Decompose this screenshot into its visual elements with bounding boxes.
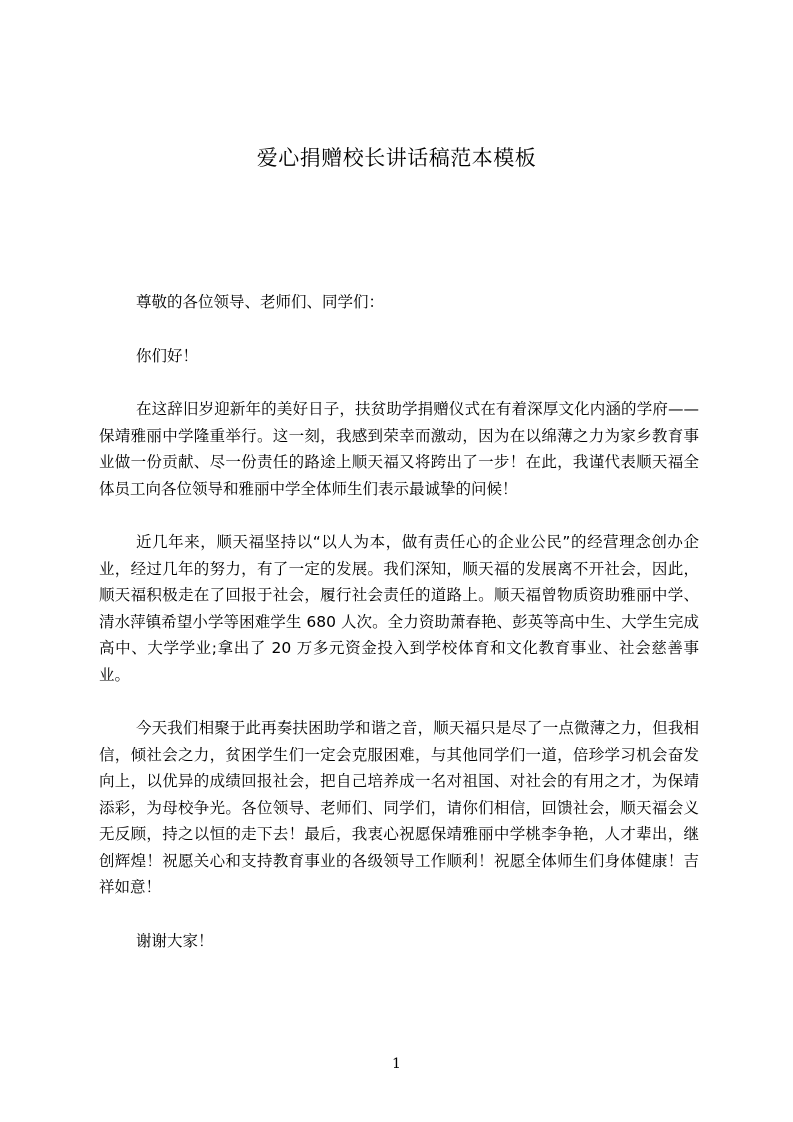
greeting: 你们好！ [136, 346, 199, 365]
closing: 谢谢大家！ [136, 931, 214, 950]
paragraph-2: 近几年来，顺天福坚持以“以人为本，做有责任心的企业公民”的经营理念创办企业，经过几年的努力，有了一定的发展。我们深知，顺天福的发展离不开社会，因此，顺天福积极走在了回报于社会，履行社会责任的道路上。顺天福曾物质资助雅丽中学、清水萍镇希望小学等困难学生 680 人次。全力资助萧春艳、彭英等高中生、大学生完成高中、大学学业;拿出了 20 万多元资金投入到学校体育和文化教育事业、社会慈善事业。 [99, 533, 699, 684]
paragraph-3: 今天我们相聚于此再奏扶困助学和谐之音，顺天福只是尽了一点微薄之力，但我相信，倾社会之力，贫困学生们一定会克服困难，与其他同学们一道，倍珍学习机会奋发向上，以优异的成绩回报社会，把自己培养成一名对祖国、对社会的有用之才，为保靖添彩，为母校争光。各位领导、老师们、同学们，请你们相信，回馈社会，顺天福会义无反顾，持之以恒的走下去！最后，我衷心祝愿保靖雅丽中学桃李争艳，人才辈出，继创辉煌！祝愿关心和支持教育事业的各级领导工作顺利！祝愿全体师生们身体健康！吉祥如意！ [99, 719, 699, 896]
paragraph-1: 在这辞旧岁迎新年的美好日子，扶贫助学捐赠仪式在有着深厚文化内涵的学府——保靖雅丽中学隆重举行。这一刻，我感到荣幸而激动，因为在以绵薄之力为家乡教育事业做一份贡献、尽一份责任的路途上顺天福又将跨出了一步！在此，我谨代表顺天福全体员工向各位领导和雅丽中学全体师生们表示最诚挚的问候！ [99, 400, 699, 498]
document-title: 爱心捐赠校长讲话稿范本模板 [256, 146, 537, 170]
salutation: 尊敬的各位领导、老师们、同学们： [136, 293, 385, 311]
page-number: 1 [392, 1056, 401, 1072]
document-body [99, 289, 699, 954]
